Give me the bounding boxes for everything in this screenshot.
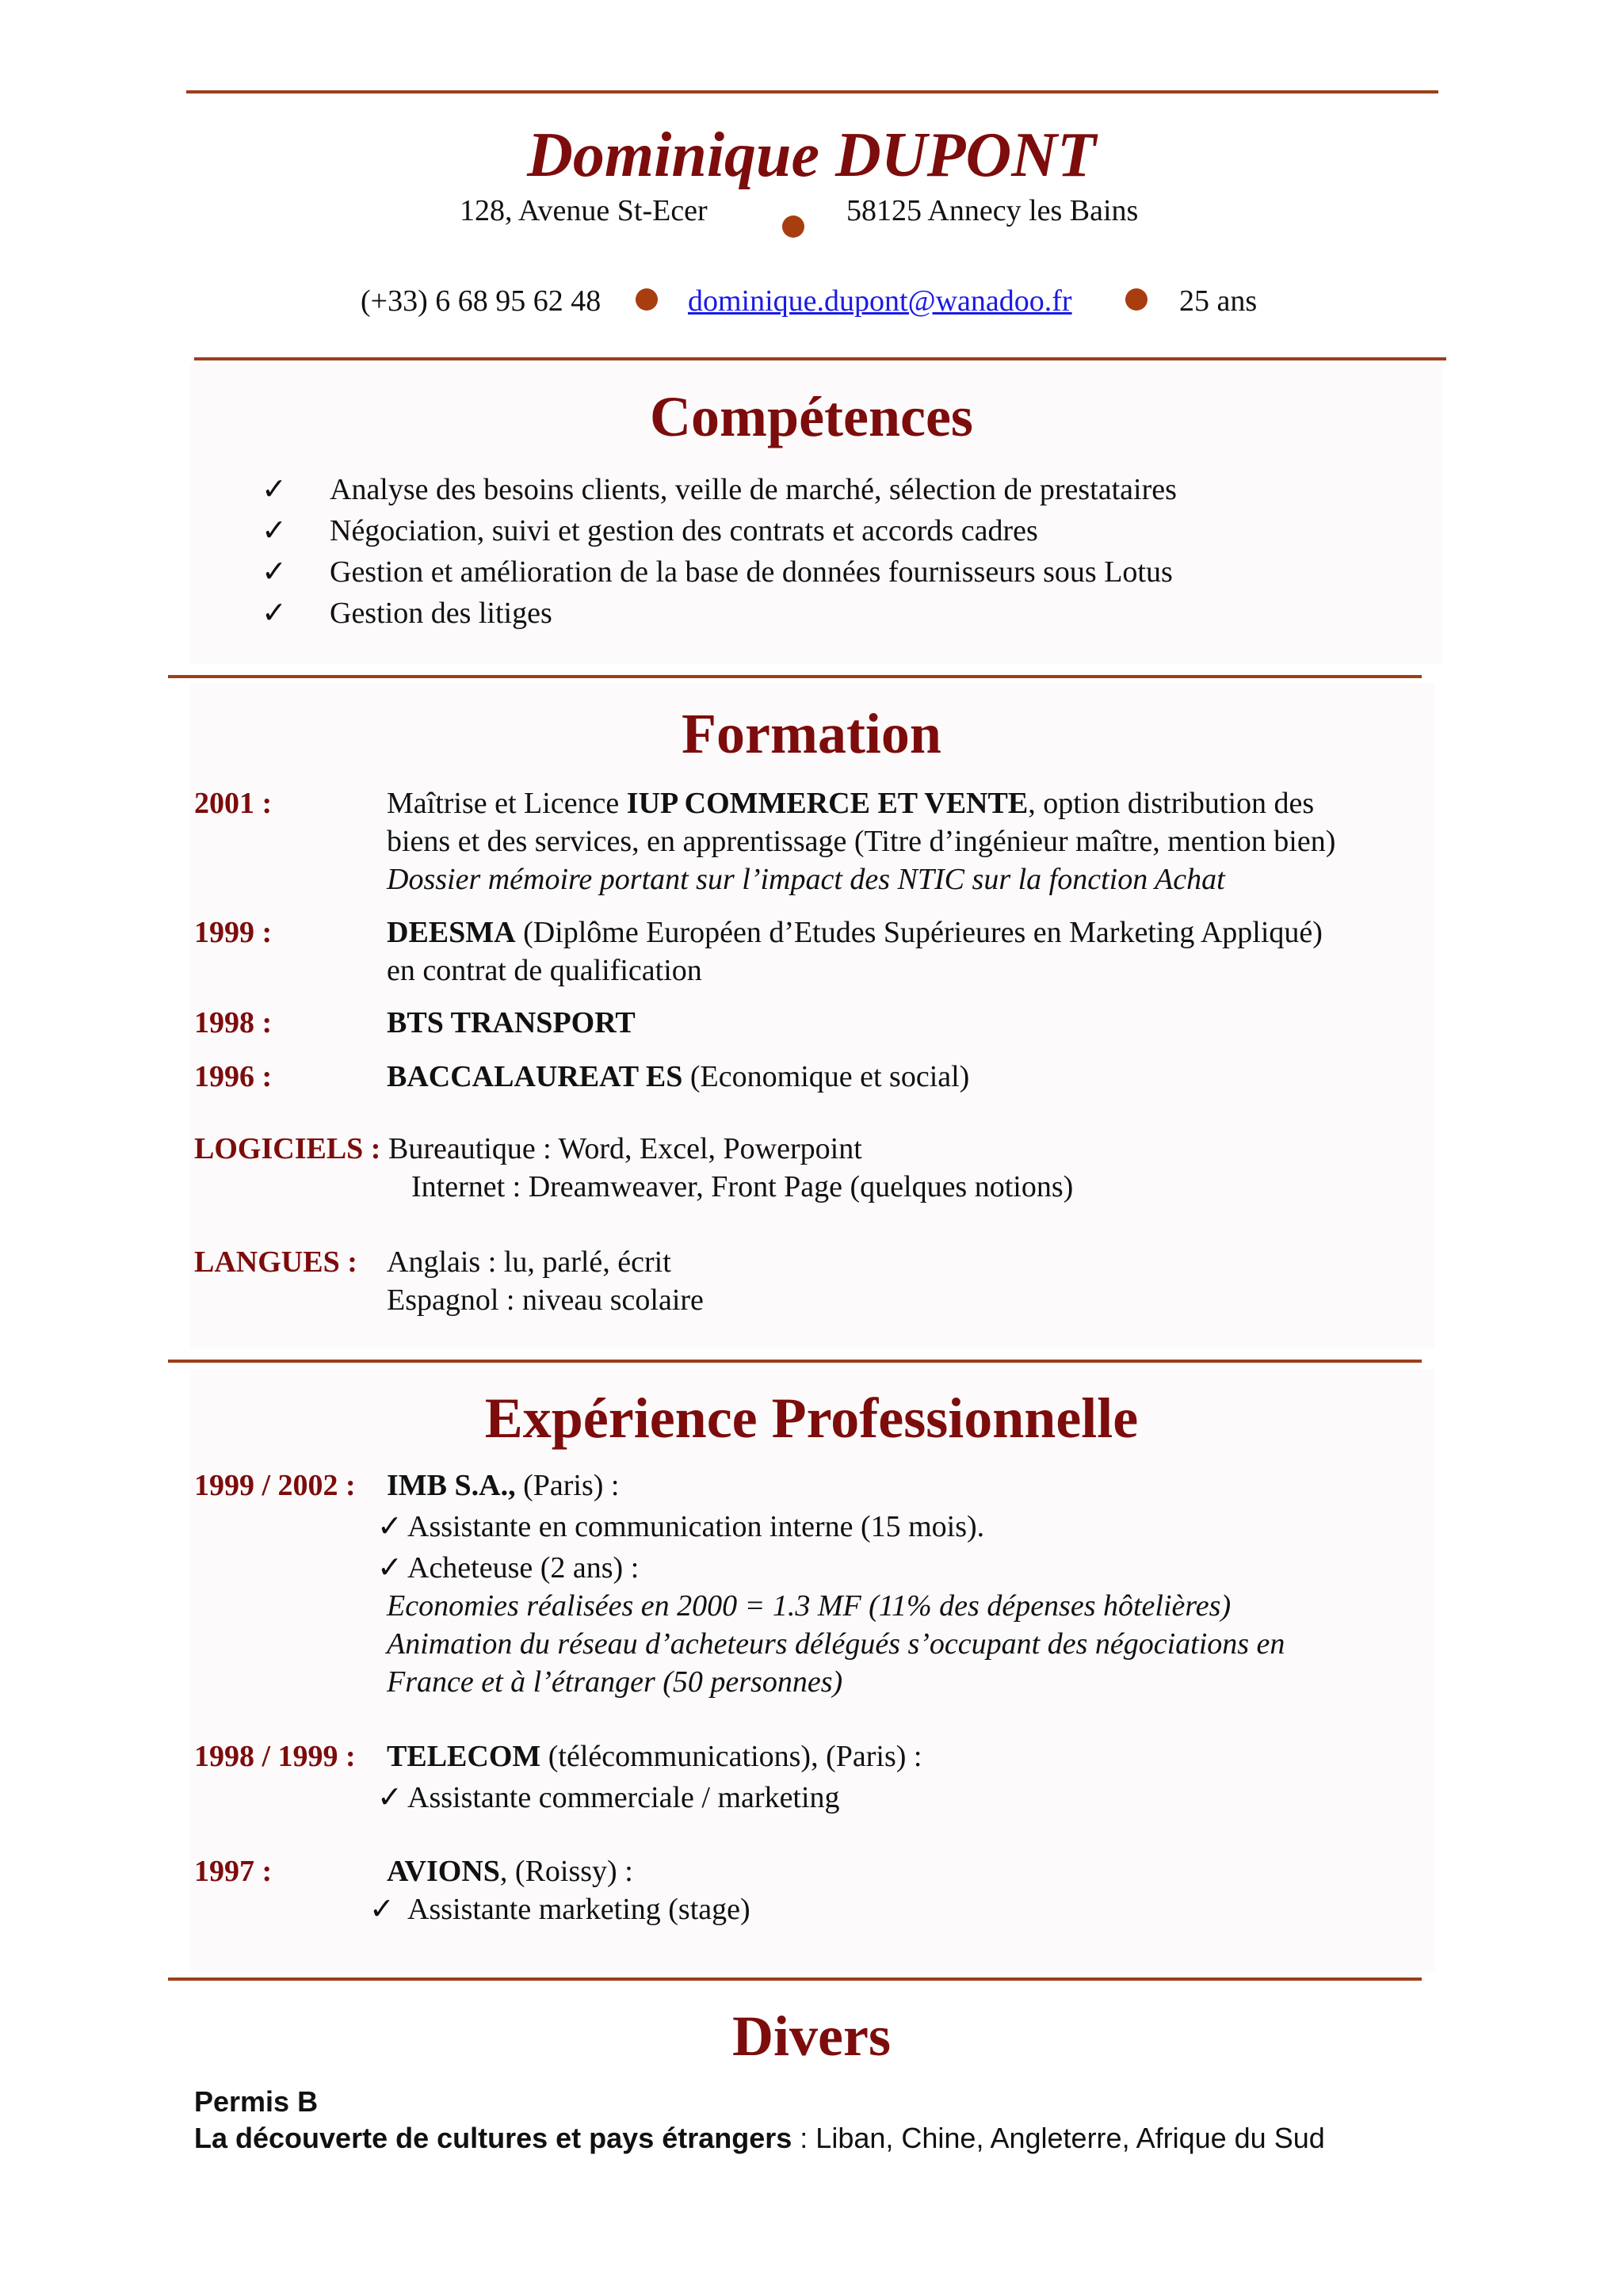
job-years: 1997 : — [194, 1855, 273, 1888]
candidate-name: Dominique DUPONT — [527, 120, 1096, 190]
formation-year: 1998 : — [194, 1006, 273, 1039]
job-company: TELECOM — [387, 1740, 541, 1773]
address-city: 58125 Annecy les Bains — [846, 194, 1139, 227]
experience-title: Expérience Professionnelle — [484, 1386, 1139, 1450]
langues-values: Anglais : lu, parlé, écrit Espagnol : niveau scolaire — [387, 1245, 704, 1317]
logiciels-line: Internet : Dreamweaver, Front Page (quelques notions) — [411, 1170, 1074, 1203]
header-top-rule — [186, 90, 1438, 93]
email-link[interactable]: dominique.dupont@wanadoo.fr — [688, 284, 1072, 318]
logiciels-label: LOGICIELS : — [194, 1132, 381, 1165]
formation-year: 1996 : — [194, 1060, 273, 1093]
experience-bottom-rule — [168, 1978, 1422, 1981]
check-icon: ✓ — [377, 1510, 403, 1543]
age: 25 ans — [1179, 284, 1258, 318]
formation-panel — [190, 683, 1434, 1348]
formation-entry: BTS TRANSPORT — [387, 1006, 636, 1039]
phone-number: (+33) 6 68 95 62 48 — [361, 284, 601, 318]
job-role: ✓ Assistante en communication interne (15 mois). — [377, 1508, 984, 1546]
job-entry: IMB S.A., (Paris) : — [387, 1469, 620, 1502]
check-icon: ✓ — [262, 473, 287, 506]
job-role: ✓ Acheteuse (2 ans) : — [377, 1549, 639, 1587]
phone-separator-dot — [636, 288, 658, 311]
job-years: 1999 / 2002 : — [194, 1469, 356, 1502]
job-years: 1998 / 1999 : — [194, 1740, 356, 1773]
job-entry: TELECOM (télécommunications), (Paris) : — [387, 1740, 922, 1773]
job-role: ✓ Assistante commerciale / marketing — [377, 1779, 840, 1817]
competence-item: ✓ Gestion des litiges — [262, 593, 1177, 634]
job-details: Economies réalisées en 2000 = 1.3 MF (11% des dépenses hôtelières) Animation du réseau d’acheteurs délégués s’occupant des négociations en France et à l’étranger (50 personnes) — [387, 1589, 1285, 1699]
competences-title: Compétences — [650, 385, 973, 448]
check-icon: ✓ — [369, 1893, 395, 1926]
formation-title: Formation — [682, 702, 941, 765]
formation-entry: BACCALAUREAT ES (Economique et social) — [387, 1060, 970, 1093]
job-entry: AVIONS, (Roissy) : — [387, 1855, 633, 1888]
divers-title: Divers — [732, 2004, 891, 2068]
check-icon: ✓ — [377, 1781, 403, 1814]
job-role: ✓ Assistante marketing (stage) — [369, 1890, 750, 1928]
formation-bottom-rule — [168, 1360, 1422, 1363]
formation-entry: DEESMA (Diplôme Européen d’Etudes Supérieures en Marketing Appliqué) en contrat de qualification — [387, 916, 1323, 987]
email-separator-dot — [1125, 288, 1148, 311]
competences-list — [262, 469, 1177, 634]
job-company: IMB S.A., — [387, 1469, 516, 1502]
langues-label: LANGUES : — [194, 1245, 357, 1279]
address-street: 128, Avenue St-Ecer — [460, 194, 708, 227]
formation-entry: Maîtrise et Licence IUP COMMERCE ET VENTE, option distribution des biens et des services, en apprentissage (Titre d’ingénieur maître, mention bien) Dossier mémoire portant sur l’impact des NTIC sur la fonction Achat — [387, 787, 1336, 896]
header-bottom-rule — [194, 357, 1446, 360]
permis: Permis B — [194, 2085, 319, 2118]
formation-year: 2001 : — [194, 787, 273, 820]
competence-item: ✓ Gestion et amélioration de la base de données fournisseurs sous Lotus — [262, 551, 1177, 593]
competence-item: ✓ Négociation, suivi et gestion des contrats et accords cadres — [262, 510, 1177, 551]
check-icon: ✓ — [262, 555, 287, 589]
competence-item: ✓ Analyse des besoins clients, veille de marché, sélection de prestataires — [262, 469, 1177, 510]
decouverte: La découverte de cultures et pays étrangers : Liban, Chine, Angleterre, Afrique du Sud — [194, 2122, 1325, 2154]
formation-year: 1999 : — [194, 916, 273, 949]
check-icon: ✓ — [262, 597, 287, 630]
check-icon: ✓ — [262, 514, 287, 547]
job-company: AVIONS — [387, 1855, 500, 1888]
address-separator-dot — [782, 215, 804, 238]
check-icon: ✓ — [377, 1551, 403, 1585]
competences-bottom-rule — [168, 675, 1422, 678]
logiciels-line: LOGICIELS : Bureautique : Word, Excel, Powerpoint — [194, 1132, 862, 1165]
